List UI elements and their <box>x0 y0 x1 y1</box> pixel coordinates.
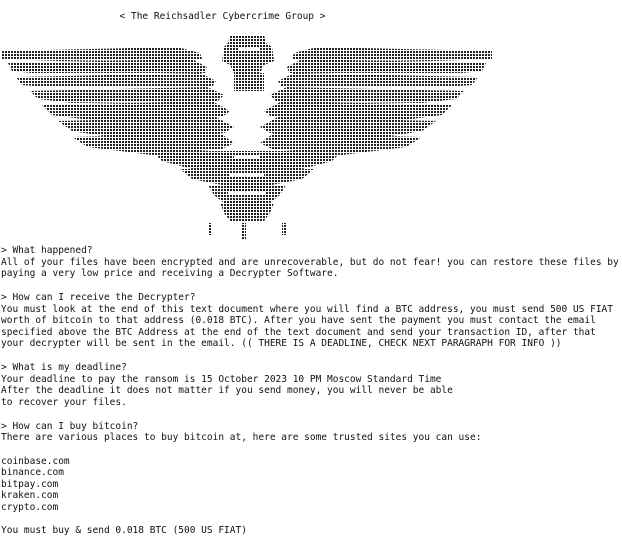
body-line: You must look at the end of this text document where you will find a BTC address, you must send 500 US FIAT <box>1 304 613 315</box>
site-item: coinbase.com <box>1 456 70 467</box>
group-title: < The Reichsadler Cybercrime Group > <box>119 11 326 22</box>
body-line: specified above the BTC Address at the end of the text document and send your transaction ID, after that <box>1 327 596 338</box>
section-heading-receive-decrypter: > How can I receive the Decrypter? <box>1 292 196 303</box>
site-item: binance.com <box>1 467 64 478</box>
section-heading-deadline: > What is my deadline? <box>1 362 127 373</box>
section-heading-what-happened: > What happened? <box>1 245 93 256</box>
body-line: All of your files have been encrypted and are unrecoverable, but do not fear! you can restore these files by <box>1 257 619 268</box>
site-item: kraken.com <box>1 490 59 501</box>
body-line: After the deadline it does not matter if you send money, you will never be able <box>1 385 453 396</box>
body-line: paying a very low price and receiving a Decrypter Software. <box>1 268 339 279</box>
reichsadler-eagle-ascii-art <box>2 33 492 243</box>
body-line: to recover your files. <box>1 397 127 408</box>
payment-instruction: You must buy & send 0.018 BTC (500 US FIAT) <box>1 525 247 536</box>
site-item: crypto.com <box>1 502 59 513</box>
body-line: Your deadline to pay the ransom is 15 October 2023 10 PM Moscow Standard Time <box>1 374 442 385</box>
body-line: There are various places to buy bitcoin at, here are some trusted sites you can use: <box>1 432 482 443</box>
body-line: your decrypter will be sent in the email. (( THERE IS A DEADLINE, CHECK NEXT PARAGRAPH FOR INFO )) <box>1 338 562 349</box>
body-line: worth of bitcoin to that address (0.018 BTC). After you have sent the payment you must contact the email <box>1 315 596 326</box>
site-item: bitpay.com <box>1 479 59 490</box>
section-heading-buy-bitcoin: > How can I buy bitcoin? <box>1 421 139 432</box>
